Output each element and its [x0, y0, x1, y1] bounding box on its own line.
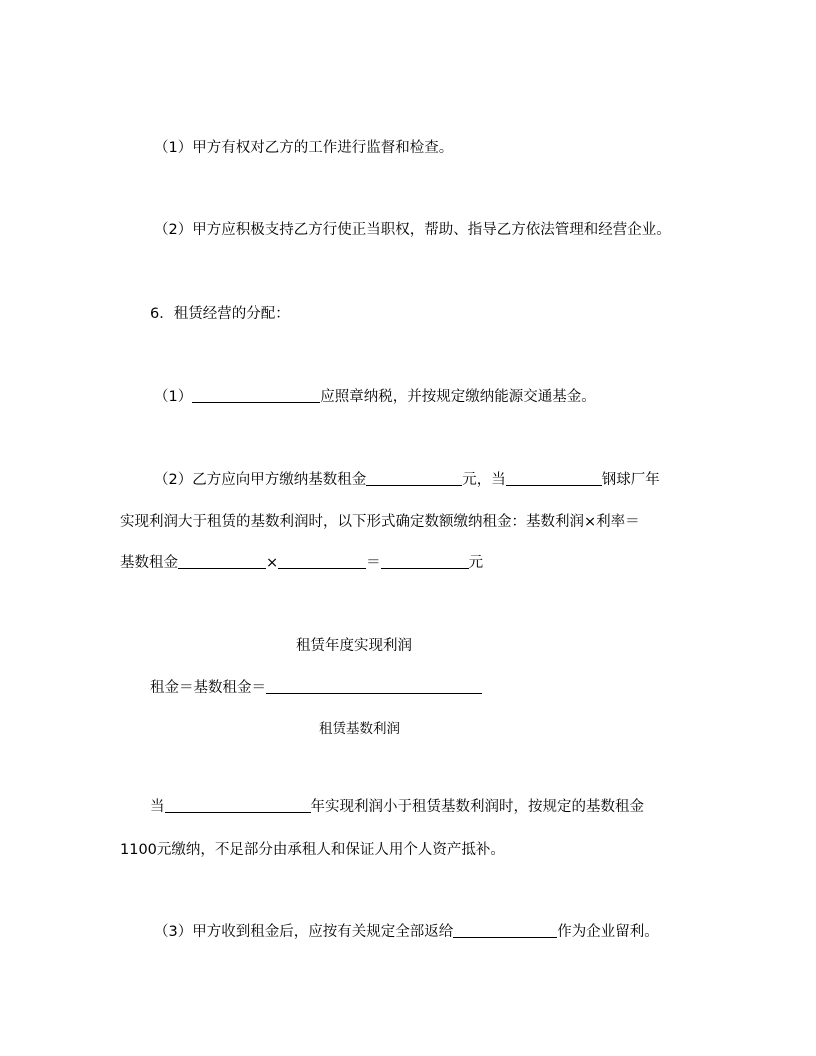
shortfall-clause-line-2	[120, 840, 505, 860]
allocation-clause-1	[154, 387, 596, 407]
fill-blank[interactable]	[366, 470, 462, 486]
formula-numerator	[296, 636, 412, 656]
paragraph-text: （1）甲方有权对乙方的工作进行监督和检查。	[154, 140, 454, 156]
formula-text: 租金＝基数租金＝	[150, 680, 266, 696]
fill-blank[interactable]	[381, 553, 469, 569]
allocation-clause-2-line-2	[120, 512, 640, 532]
paragraph-text: 基数租金	[120, 555, 178, 571]
fill-blank[interactable]	[453, 922, 557, 938]
paragraph-text: （3）甲方收到租金后，应按有关规定全部返给	[154, 924, 454, 940]
paragraph-text: 作为企业留利。	[557, 924, 659, 940]
multiply-sign: ×	[266, 555, 279, 571]
heading-text: 6．租赁经营的分配：	[150, 306, 290, 322]
paragraph-text: 1100元缴纳，不足部分由承租人和保证人用个人资产抵补。	[120, 842, 505, 858]
paragraph-text: 应照章纳税，并按规定缴纳能源交通基金。	[320, 389, 596, 405]
clause-2-text	[154, 220, 671, 240]
clause-number: （1）	[154, 389, 193, 405]
section-6-heading	[150, 304, 290, 324]
paragraph-text: 元，当	[462, 472, 506, 488]
allocation-clause-3	[154, 922, 659, 942]
paragraph-text: 年实现利润小于租赁基数利润时，按规定的基数租金	[310, 799, 644, 815]
paragraph-text: 元	[468, 555, 484, 571]
formula-line	[150, 678, 482, 698]
fill-blank[interactable]	[192, 387, 320, 403]
fill-blank[interactable]	[278, 553, 366, 569]
fraction-bar	[266, 678, 482, 694]
equals-sign: ＝	[366, 555, 381, 571]
shortfall-clause-line-1	[150, 797, 644, 817]
fill-blank[interactable]	[165, 797, 311, 813]
paragraph-text: （2）甲方应积极支持乙方行使正当职权，帮助、指导乙方依法管理和经营企业。	[154, 222, 671, 238]
paragraph-text: 实现利润大于租赁的基数利润时，以下形式确定数额缴纳租金：基数利润×利率＝	[120, 514, 640, 530]
allocation-clause-2-line-3	[120, 553, 483, 573]
fill-blank[interactable]	[178, 553, 266, 569]
formula-text: 租赁年度实现利润	[296, 638, 412, 654]
paragraph-text: 钢球厂年	[601, 472, 660, 488]
paragraph-text: 当	[150, 799, 165, 815]
paragraph-text: （2）乙方应向甲方缴纳基数租金	[154, 472, 367, 488]
fill-blank[interactable]	[506, 470, 602, 486]
formula-denominator	[319, 719, 400, 739]
allocation-clause-2-line-1	[154, 470, 660, 490]
clause-1-text	[154, 138, 453, 158]
formula-text: 租赁基数利润	[319, 721, 400, 737]
